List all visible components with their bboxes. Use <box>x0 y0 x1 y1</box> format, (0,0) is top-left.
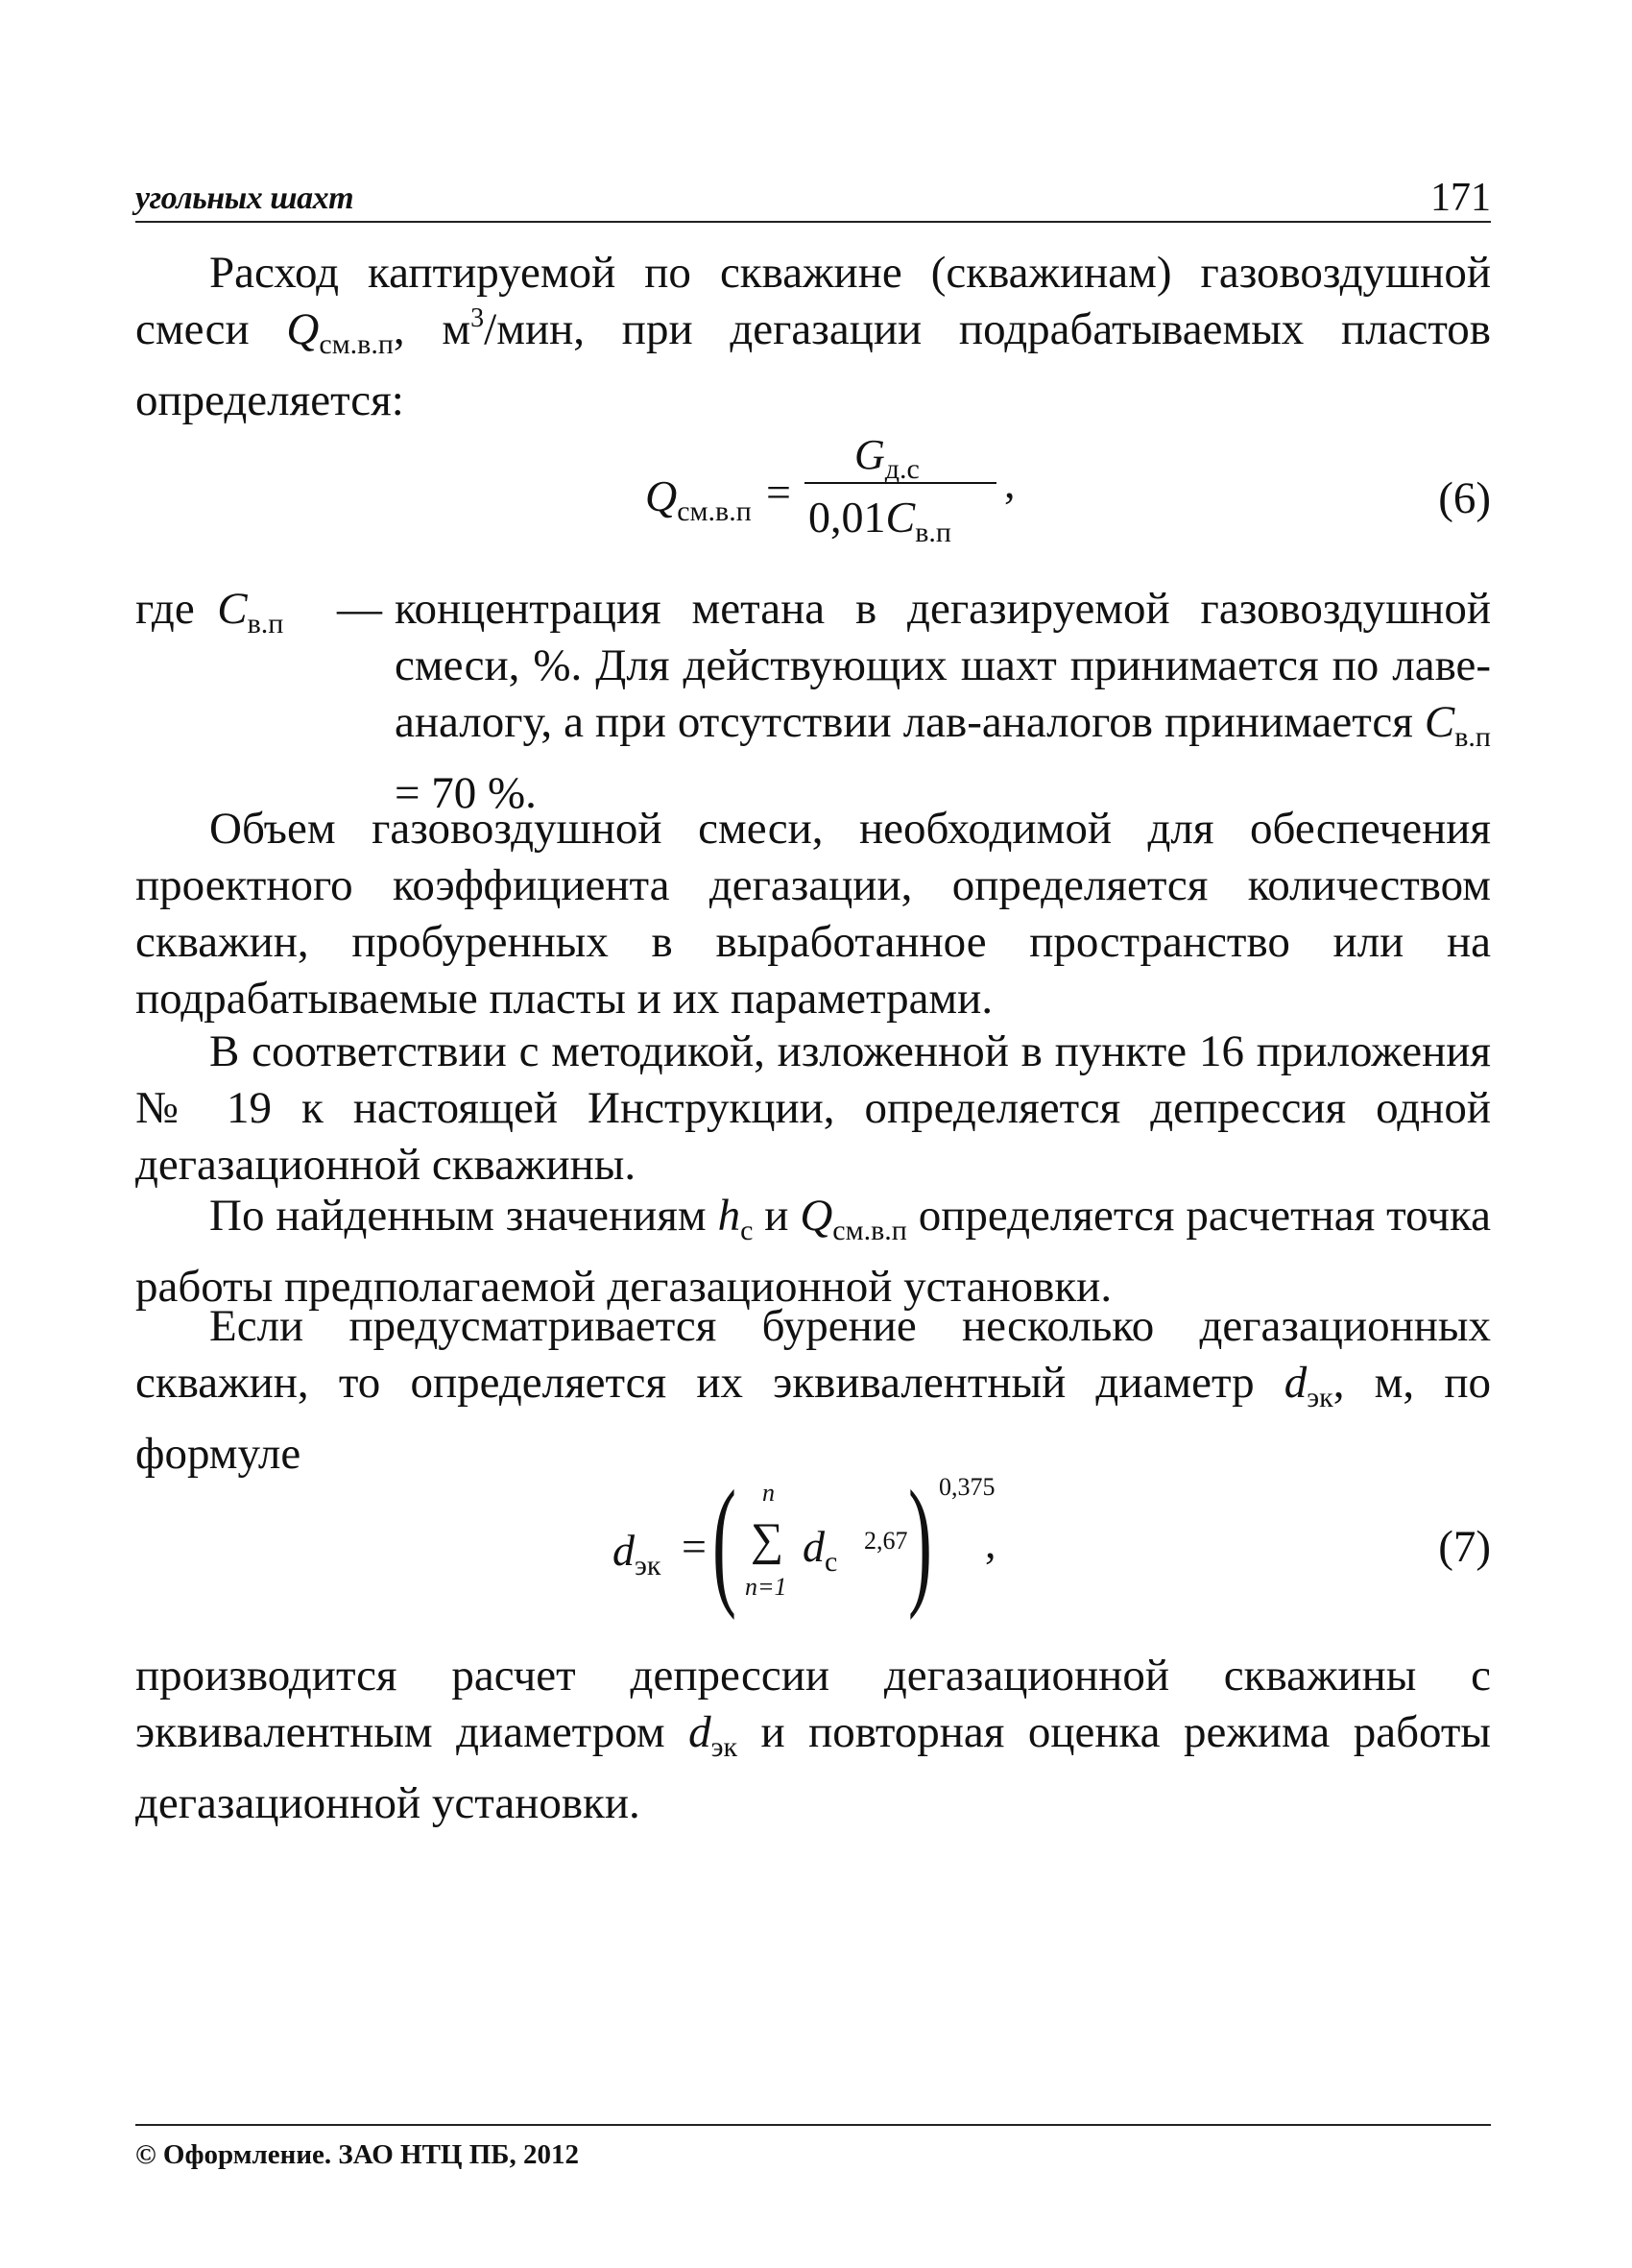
paragraph-2: Объем газовоздушной смеси, необходимой для обеспечения проектного коэффициента дегазации, определяется количеством скважин, пробуренных в выработанное пространство или на подрабатываемые пласты и их параметрами. <box>135 804 1491 1024</box>
formula-6: $Q_{см.в.п}$ = $G_{д.с}$ $0,01C_{в.п}$ , <box>645 431 1016 548</box>
sum-symbol: ∑ <box>751 1514 784 1565</box>
paragraph-3: В соответствии с методикой, изложенной в пункте 16 приложения № 19 к настоящей Инструкции, определяется депрессия одной дегазационной скважины. <box>135 1026 1491 1190</box>
where-description: концентрация метана в дегазируемой газовоздушной смеси, %. Для действующих шахт принимается по лаве-аналогу, а при отсутствии лав-аналогов принимается $C_{в.п} = 70$ %. <box>395 584 1491 818</box>
running-title: угольных шахт <box>135 181 354 216</box>
footer-copyright: © Оформление. ЗАО НТЦ ПБ, 2012 <box>135 2139 579 2170</box>
right-paren: ) <box>908 1461 932 1621</box>
left-paren: ( <box>712 1461 736 1621</box>
running-header <box>135 177 1491 223</box>
equation-number-7: (7) <box>1438 1522 1491 1572</box>
paragraph-5: Если предусматривается бурение несколько дегазационных скважин, то определяется их эквивалентный диаметр $d_{эк}$, м, по формуле <box>135 1301 1491 1479</box>
fraction-bar <box>804 482 996 484</box>
formula-7: $d_{эк}$ = ( n ∑ n=1 $d_с$ 2,67 ) 0,375 , <box>612 1461 996 1621</box>
paragraph-6: производится расчет депрессии дегазационной скважины с эквивалентным диаметром $d_{эк}$ и повторная оценка режима работы дегазационной установки. <box>135 1651 1491 1828</box>
page-number: 171 <box>1430 176 1491 220</box>
footer-divider <box>135 2124 1491 2126</box>
equation-number-6: (6) <box>1438 473 1491 523</box>
paragraph-4: По найденным значениям $h_с$ и $Q_{см.в.п}$ определяется расчетная точка работы предполагаемой дегазационной установки. <box>135 1191 1491 1312</box>
paragraph-1: Расход каптируемой по скважине (скважинам) газовоздушной смеси $Q_{см.в.п}$, $м^3$/мин, при дегазации подрабатываемых пластов определяется: <box>135 248 1491 425</box>
